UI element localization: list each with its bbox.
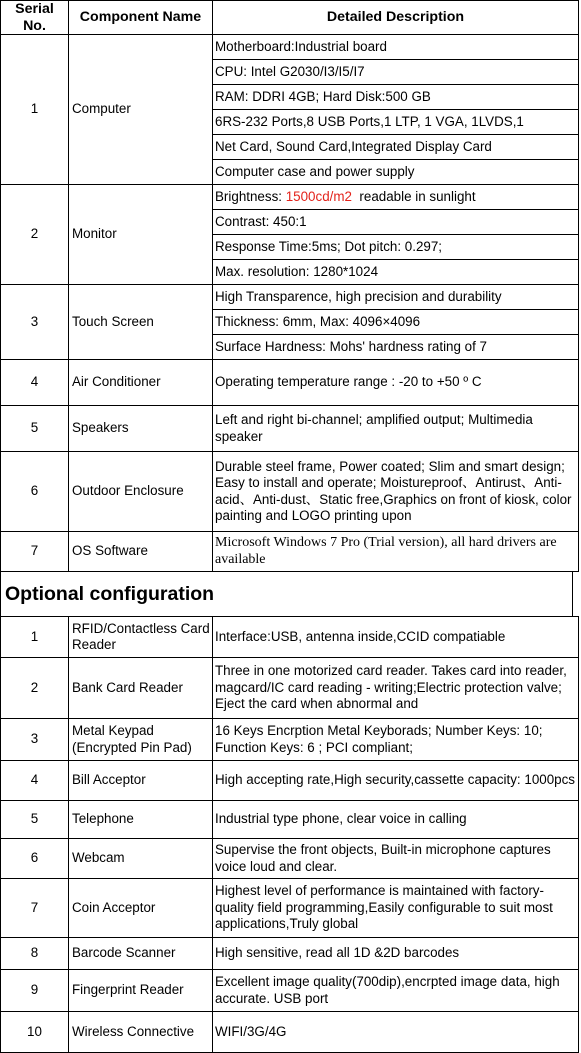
serial-number: 6 xyxy=(1,839,69,879)
detail-cell: Motherboard:Industrial board xyxy=(213,35,579,60)
detail-cell: Three in one motorized card reader. Takes card into reader, magcard/IC card reading - writing;Electric protection valve; Eject the card when abnormal and xyxy=(213,658,579,719)
component-name: Bank Card Reader xyxy=(69,658,213,719)
component-name: Webcam xyxy=(69,839,213,879)
serial-number: 5 xyxy=(1,801,69,839)
optional-config-table xyxy=(0,616,579,1053)
component-name: Wireless Connective xyxy=(69,1012,213,1053)
table-row xyxy=(1,185,579,210)
table-row xyxy=(1,285,579,310)
detail-cell: High Transparence, high precision and durability xyxy=(213,285,579,310)
detail-cell: 6RS-232 Ports,8 USB Ports,1 LTP, 1 VGA, 1LVDS,1 xyxy=(213,110,579,135)
serial-number: 1 xyxy=(1,35,69,185)
table-row xyxy=(1,406,579,452)
table-row xyxy=(1,35,579,60)
detail-cell: Net Card, Sound Card,Integrated Display Card xyxy=(213,135,579,160)
table-row xyxy=(1,839,579,879)
component-name: OS Software xyxy=(69,532,213,572)
detail-cell: CPU: Intel G2030/I3/I5/I7 xyxy=(213,60,579,85)
component-name: RFID/Contactless Card Reader xyxy=(69,617,213,658)
component-name: Speakers xyxy=(69,406,213,452)
detail-cell: Industrial type phone, clear voice in calling xyxy=(213,801,579,839)
detail-cell: Contrast: 450:1 xyxy=(213,210,579,235)
serial-number: 4 xyxy=(1,761,69,801)
brightness-note: readable in sunlight xyxy=(351,188,476,204)
component-name: Barcode Scanner xyxy=(69,938,213,970)
table-row xyxy=(1,938,579,970)
table-row xyxy=(1,761,579,801)
detail-cell: Computer case and power supply xyxy=(213,160,579,185)
detail-cell: 16 Keys Encrption Metal Keyborads; Number Keys: 10; Function Keys: 6 ; PCI compliant; xyxy=(213,719,579,761)
serial-number: 9 xyxy=(1,970,69,1012)
table-row xyxy=(1,1012,579,1053)
table-row xyxy=(1,801,579,839)
detail-cell: Operating temperature range : -20 to +50 º C xyxy=(213,360,579,406)
brightness-value: 1500cd/m2 xyxy=(285,188,352,204)
detail-cell xyxy=(213,185,579,210)
table-header-row xyxy=(1,1,579,35)
serial-number: 2 xyxy=(1,185,69,285)
serial-number: 4 xyxy=(1,360,69,406)
detail-cell: RAM: DDRI 4GB; Hard Disk:500 GB xyxy=(213,85,579,110)
header-component: Component Name xyxy=(69,1,213,35)
header-description: Detailed Description xyxy=(213,1,579,35)
detail-cell: WIFI/3G/4G xyxy=(213,1012,579,1053)
serial-number: 2 xyxy=(1,658,69,719)
detail-cell: High sensitive, read all 1D &2D barcodes xyxy=(213,938,579,970)
component-name: Metal Keypad (Encrypted Pin Pad) xyxy=(69,719,213,761)
serial-number: 3 xyxy=(1,285,69,360)
table-row xyxy=(1,658,579,719)
table-row xyxy=(1,970,579,1012)
table-row xyxy=(1,532,579,572)
serial-number: 8 xyxy=(1,938,69,970)
table-row xyxy=(1,617,579,658)
detail-cell: Thickness: 6mm, Max: 4096×4096 xyxy=(213,310,579,335)
serial-number: 1 xyxy=(1,617,69,658)
detail-cell: Microsoft Windows 7 Pro (Trial version), all hard drivers are available xyxy=(213,532,579,572)
component-name: Monitor xyxy=(69,185,213,285)
table-row xyxy=(1,452,579,532)
serial-number: 3 xyxy=(1,719,69,761)
component-name: Bill Acceptor xyxy=(69,761,213,801)
component-name: Air Conditioner xyxy=(69,360,213,406)
detail-cell: Surface Hardness: Mohs' hardness rating of 7 xyxy=(213,335,579,360)
detail-cell: Max. resolution: 1280*1024 xyxy=(213,260,579,285)
serial-number: 10 xyxy=(1,1012,69,1053)
detail-cell: Interface:USB, antenna inside,CCID compatiable xyxy=(213,617,579,658)
serial-number: 5 xyxy=(1,406,69,452)
detail-cell: High accepting rate,High security,cassette capacity: 1000pcs xyxy=(213,761,579,801)
serial-number: 6 xyxy=(1,452,69,532)
header-serial: Serial No. xyxy=(1,1,69,35)
detail-cell: Excellent image quality(700dip),encrpted image data, high accurate. USB port xyxy=(213,970,579,1012)
optional-config-heading: Optional configuration xyxy=(0,572,573,616)
brightness-label: Brightness: xyxy=(215,188,286,204)
detail-cell: Left and right bi-channel; amplified output; Multimedia speaker xyxy=(213,406,579,452)
table-row xyxy=(1,719,579,761)
component-name: Computer xyxy=(69,35,213,185)
serial-number: 7 xyxy=(1,532,69,572)
component-name: Outdoor Enclosure xyxy=(69,452,213,532)
component-name: Coin Acceptor xyxy=(69,879,213,938)
detail-cell: Durable steel frame, Power coated; Slim and smart design; Easy to install and operate; Moistureproof、Antirust、Anti-acid、Anti-dust、Static free,Graphics on front of kiosk, color painting and LOGO printing upon xyxy=(213,452,579,532)
component-name: Fingerprint Reader xyxy=(69,970,213,1012)
table-row xyxy=(1,879,579,938)
table-row xyxy=(1,360,579,406)
detail-cell: Supervise the front objects, Built-in microphone captures voice loud and clear. xyxy=(213,839,579,879)
detail-cell: Highest level of performance is maintained with factory-quality field programming,Easily configurable to suit most applications,Truly global xyxy=(213,879,579,938)
serial-number: 7 xyxy=(1,879,69,938)
detail-cell: Response Time:5ms; Dot pitch: 0.297; xyxy=(213,235,579,260)
component-name: Touch Screen xyxy=(69,285,213,360)
component-name: Telephone xyxy=(69,801,213,839)
